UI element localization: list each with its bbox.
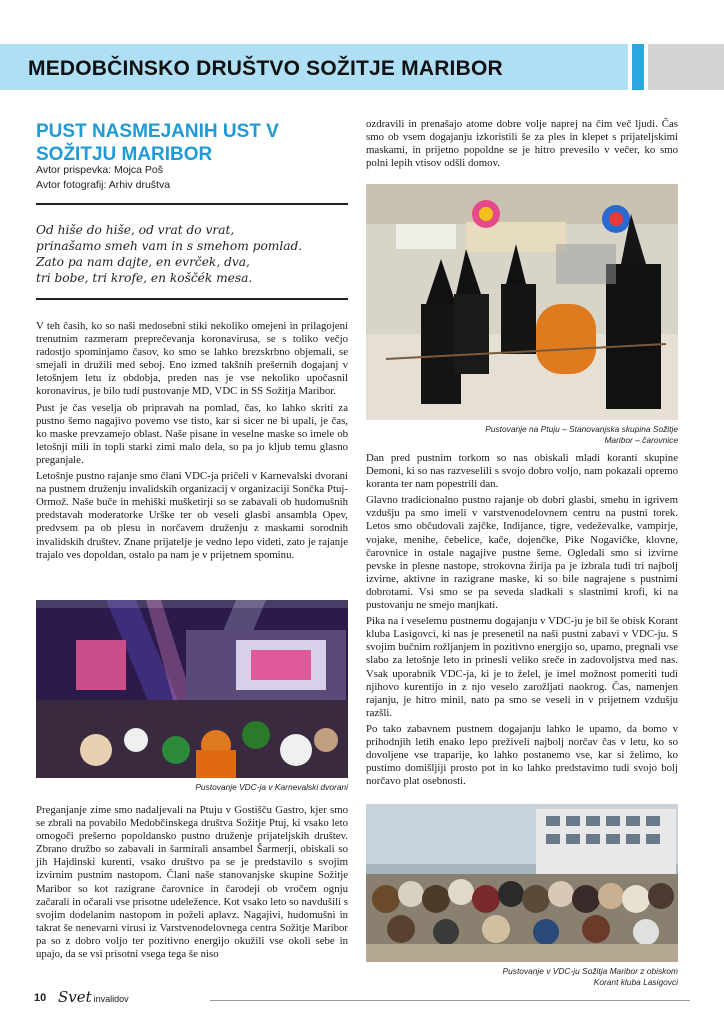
page-header-title: MEDOBČINSKO DRUŠTVO SOŽITJE MARIBOR — [28, 57, 503, 80]
divider-top — [36, 203, 348, 205]
paragraph: Pust je čas veselja ob pripravah na pomlad, čas, ko lahko skriti za pustno šemo nagajivo povemo vse tisto, kar si sicer ne bi upali, je čas, ko maske prevzamejo oblast. Naše pisane in veselne maske so imele ob letošnji mili in topli starki zimi malo dela, so pa jo kljub temu glasno preganjale. — [36, 401, 348, 466]
divider-bottom — [36, 298, 348, 300]
header-accent-gray — [648, 44, 724, 90]
paragraph: Pika na i veselemu pustnemu dogajanju v VDC-ju je bil še obisk Korant kluba Lasigovci, ki nas je presenetil na naši pustni zabavi v VDC-ju. S svojim bučnim rožljanjem in pozitivno energijo so, upamo, pregnali vse slabo za letošnje leto in prinesli veliko sreče in zadovoljstva med nas. Vsak uporabnik VDC-ja, ki je to želel, je imel možnost pomeriti tudi njihovo kurentijo in z njo veselo zarožljati naokrog. Čas, namenjen rajanju, je hitro minil, nato pa smo se veseli in v prijetnem vzdušju razšli. — [366, 615, 678, 719]
left-column-text — [36, 320, 348, 565]
caption-photo3 — [366, 966, 678, 987]
article-meta — [36, 163, 170, 193]
right-top-text — [366, 118, 678, 173]
footer-rule — [210, 1000, 690, 1001]
paragraph: ozdravili in prenašajo atome dobre volje naprej na čim več ljudi. Čas smo ob vsem dogajanju izkoristili še za ples in klepet s prijateljskimi maskami, in prijetno popoldne se je hitro prevesilo v večer, ko smo polni lepih vtisov odšli domov. — [366, 118, 678, 170]
caption-line: Korant kluba Lasigovci — [593, 976, 678, 987]
page-number: 10 — [34, 992, 47, 1004]
magazine-logo — [58, 988, 129, 1006]
poem-line: Od hiše do hiše, od vrat do vrat, — [36, 223, 235, 237]
poem — [36, 222, 348, 286]
paragraph: Letošnje pustno rajanje smo člani VDC-ja pričeli v Karnevalski dvorani na pustnem druženju invalidskih organizacij v organizaciji Sončka Ptuj-Ormož. Naše buče in mehiški mušketirji so se zabavali ob hudomušnih predstavah moderatorke Urške ter ob veseli glasbi ansambla Opev, predvsem pa ob plesu in norčavem druženju z maskami sorodnih invalidskih društev. Znane prijatelje je vedno lepo videti, zato je rajanje trajalo ves dopoldan, ostalo pa nam je v prijetnem spominu. — [36, 470, 348, 561]
left-bottom-text — [36, 804, 348, 964]
poem-line: prinašamo smeh vam in s smehom pomlad. — [36, 239, 303, 253]
paragraph: Glavno tradicionalno pustno rajanje ob dobri glasbi, smehu in igrivem vzdušju pa smo imeli v varstvenodelovnem centru na pustni torek. Letos smo občudovali zajčke, Indijance, tigre, vedeževalke, vampirje, vojake, menihe, čebelice, kače, dojenčke, Pike Nogavičke, klovne, čarovnice in ostale nagajive pustne šeme. Ogledali smo si izvirne pevske in plesne nastope, strokovna žirija pa je izbrala tudi tri najbolj izvirne, aktivne in razigrane maske, ki so bile nagrajene s pustnimi dobrotami. Vsi smo se pa seveda sladkali s slastnimi krofi, ki na pustovanju ne smejo manjkati. — [366, 494, 678, 612]
caption-line: Pustovanje na Ptuju – Stanovanjska skupina Sožitje — [485, 424, 678, 434]
caption-line: Maribor – čarovnice — [604, 434, 678, 445]
article-title: PUST NASMEJANIH UST V SOŽITJU MARIBOR — [36, 121, 279, 165]
caption-photo2 — [36, 782, 348, 793]
logo-sub: invalidov — [93, 994, 129, 1004]
paragraph: Preganjanje zime smo nadaljevali na Ptuju v Gostišču Gastro, kjer smo se zbrali na povabilo Medobčinskega društva Sožitje Ptuj, ki vsako leto omogoči prešerno popoldansko pustno druženje prijateljskih društev. Zbrano družbo so zabavali in šarmirali ansambel Šarmerji, obiskali so jih Hajdinski kurenti, vsako društvo pa se je predstavilo s svojim izvirnim pustnim nastopom. Člani naše stanovanjske skupine Sožitje Maribor so kot razigrane čarovnice in čarodeji ob vročem ognju začarali in očarali vse prisotne udeležence. Kot vsako leto so navdušili s svojim dodelanim nastopom in poželi aplavz. Nagajivi, hudomušni in takrat še nenevarni virusi iz Varstvenodelovnega centra Sožitje Maribor pa so z dobro voljo ter pozitivno energijo okužili vse okoli sebe in upajo, da se vsi prisotni vsega tega še niso — [36, 804, 348, 961]
paragraph: V teh časih, ko so naši medosebni stiki nekoliko omejeni in prilagojeni trenutnim razmeram preprečevanja koronavirusa, se s toliko večjo radostjo spominjamo časov, ko smo se lahko brezskrbno objemali, se smejali in družili med seboj. Eno izmed takšnih prešernih dogajanj v letošnjem letu iz obdobja, preden nas je vse nekoliko upočasnil koronavirus, je bilo tudi pustovanje MD, VDC in SS Sožitja Maribor. — [36, 320, 348, 398]
paragraph: Po tako zabavnem pustnem dogajanju lahko le upamo, da bomo v prihodnjih letih enako lepo preživeli najbolj norčav čas v letu, ko so dovoljene vse traparije, ko lahko postanemo vse, kar si želimo, ko pustimo domišljiji prosto pot in ko lahko predstavimo tudi svojo bolj norčavo plat osebnosti. — [366, 722, 678, 788]
caption-line: Pustovanje VDC-ja v Karnevalski dvorani — [195, 782, 348, 792]
caption-photo1 — [366, 424, 678, 445]
right-mid-text — [366, 452, 678, 791]
poem-line: tri bobe, tri krofe, en koščék mesa. — [36, 271, 253, 285]
logo-main: Svet — [58, 988, 92, 1006]
caption-line: Pustovanje v VDC-ju Sožitja Maribor z obiskom — [502, 966, 678, 976]
paragraph: Dan pred pustnim torkom so nas obiskali mladi koranti skupine Demoni, ki so nas razveselili s svojo dobro voljo, nam pokazali opremo koranta ter nam popestrili dan. — [366, 452, 678, 491]
article-author: Avtor prispevka: Mojca Poš — [36, 164, 164, 176]
article-photographer: Avtor fotografij: Arhiv društva — [36, 179, 171, 191]
photo-karnevalska-dvorana — [36, 600, 348, 778]
photo-carovnice — [366, 184, 678, 420]
photo-korant-klub — [366, 804, 678, 962]
header-accent-blue — [632, 44, 644, 90]
poem-line: Zato pa nam dajte, en evrček, dva, — [36, 255, 250, 269]
